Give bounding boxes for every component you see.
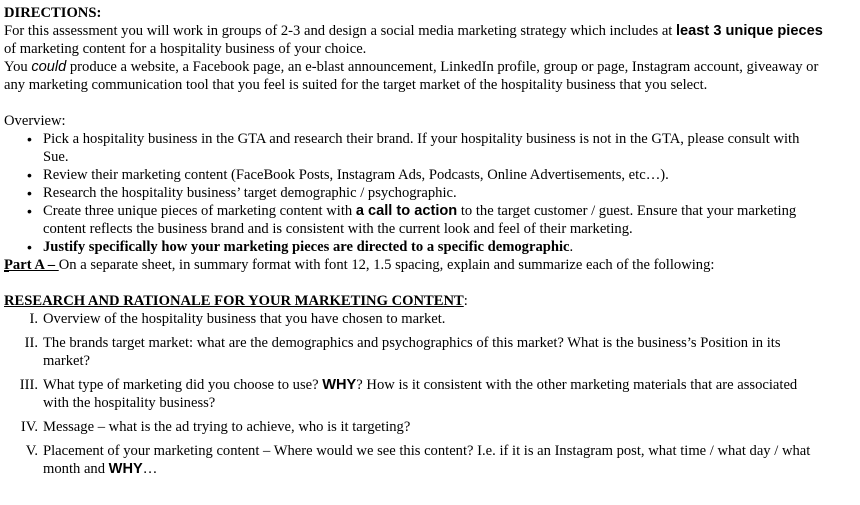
blank-line-with-mark — [4, 274, 824, 292]
research-item-iii-text-a: What type of marketing did you choose to use? — [43, 377, 323, 393]
research-item-ii-text: The brands target market: what are the demographics and psychographics of this market? What is the business’s Position in its market? — [43, 335, 781, 369]
call-to-action-emphasis: a call to action — [355, 203, 458, 219]
part-a-label: Part A – — [4, 257, 59, 273]
research-item-v-text-c: … — [142, 461, 158, 477]
overview-item-research-demographic: • Research the hospitality business’ target demographic / psychographic. — [43, 184, 824, 202]
numeral-v: V. — [25, 443, 38, 459]
directions-p2-text-a: You — [4, 59, 32, 75]
research-item-iii — [19, 376, 824, 412]
assignment-document — [4, 4, 824, 484]
research-item-i — [29, 310, 824, 328]
overview-list — [4, 130, 824, 256]
research-item-v-text-a: Placement of your marketing content – Where would we see this content? I.e. if it is an Instagram post, what time / what day / what month and — [43, 443, 811, 477]
numeral-iii: III. — [19, 377, 38, 393]
why-emphasis-v: WHY — [108, 461, 143, 477]
part-a-text: On a separate sheet, in summary format with font 12, 1.5 spacing, explain and summarize each of the following: — [58, 257, 715, 273]
why-emphasis-iii: WHY — [322, 377, 357, 393]
research-heading-text: RESEARCH AND RATIONALE FOR YOUR MARKETING CONTENT — [4, 293, 464, 309]
directions-heading — [4, 4, 824, 22]
numeral-ii: II. — [24, 335, 38, 351]
directions-paragraph-2 — [4, 58, 824, 94]
research-item-iii-text-c: ? How is it consistent with the other marketing materials that are associated with the hospitality business? — [43, 377, 798, 411]
justify-text-bold: Justify specifically how your marketing pieces are directed to a specific demographic — [43, 239, 570, 255]
research-item-i-text: Overview of the hospitality business that you have chosen to market. — [43, 311, 446, 327]
part-a-paragraph — [4, 256, 824, 274]
directions-p1-text-a: For this assessment you will work in groups of 2-3 and design a social media marketing strategy which includes at — [4, 23, 676, 39]
blank-line — [4, 94, 824, 112]
justify-text-period: . — [569, 239, 574, 255]
directions-p2-text-c: produce a website, a Facebook page, an e-blast announcement, LinkedIn profile, group or page, Instagram account, giveaway or any marketing communication tool that you feel is suited for the target market of the hospitality business that you select. — [4, 59, 819, 93]
overview-heading: Overview: — [4, 113, 66, 129]
research-item-iv — [20, 418, 824, 436]
research-item-iv-text: Message – what is the ad trying to achieve, who is it targeting? — [43, 419, 411, 435]
research-list — [4, 310, 824, 478]
create-content-text-a: Create three unique pieces of marketing content with — [43, 203, 356, 219]
directions-p1-text-c: of marketing content for a hospitality business of your choice. — [4, 41, 367, 57]
research-heading-colon: : — [463, 293, 468, 309]
research-item-ii — [24, 334, 824, 370]
research-item-v — [25, 442, 824, 478]
overview-item-review-content: • Review their marketing content (FaceBook Posts, Instagram Ads, Podcasts, Online Advertisements, etc…). — [43, 166, 824, 184]
create-content-text-c: to the target customer / guest. Ensure that your marketing content reflects the business brand and is consistent with the current look and feel of their marketing. — [43, 203, 797, 237]
overview-item-justify — [43, 238, 824, 256]
could-emphasis: could — [31, 59, 67, 75]
research-heading — [4, 292, 824, 310]
overview-item-pick-business: • Pick a hospitality business in the GTA and research their brand. If your hospitality business is not in the GTA, please consult with Sue. — [43, 130, 824, 166]
numeral-iv: IV. — [20, 419, 38, 435]
overview-item-create-content — [43, 202, 824, 238]
least-3-unique-pieces-emphasis: least 3 unique pieces — [676, 23, 823, 39]
directions-heading-text: DIRECTIONS: — [4, 5, 102, 21]
numeral-i: I. — [29, 311, 38, 327]
directions-paragraph-1 — [4, 22, 824, 58]
